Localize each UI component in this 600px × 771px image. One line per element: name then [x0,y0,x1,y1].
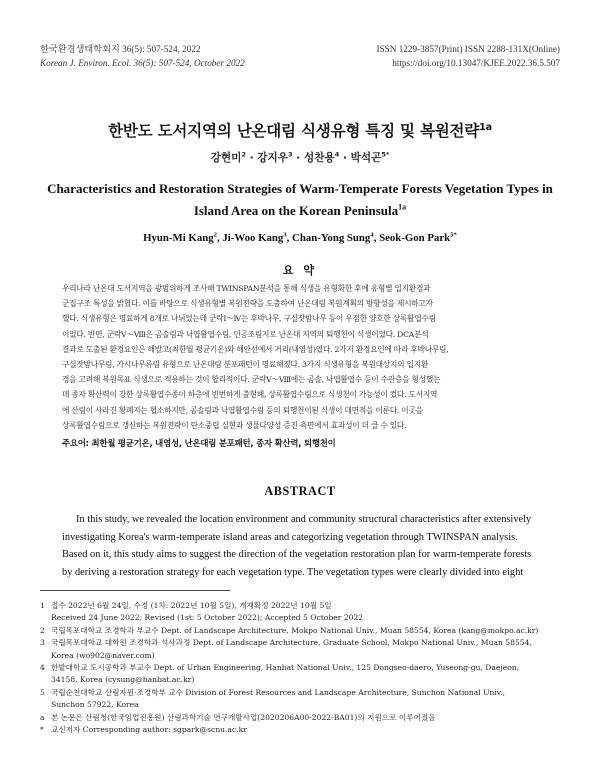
footnote-divider [40,590,230,591]
title-english-line1: Characteristics and Restoration Strategies of Warm-Temperate Forests Vegetation Types in [47,181,553,196]
author-en: Hyun-Mi Kang [143,232,214,244]
abstract-korean-line: 경을 고려해 복원목표 식생으로 적용하는 것이 합리적이다. 군락Ⅴ～Ⅷ에는 곰솔, 낙엽활엽수 등이 수관층을 형성했는 [62,375,441,385]
footnote-affiliation: 4 한밭대학교 도시공학과 부교수 Dept. of Urban Engineering, Hanbat National Univ., 125 Dongseo-daero, Yuseong-gu, Daejeon, 34158, Korea (cysung@hanbat.ac.kr) [40,663,520,685]
abstract-korean-line: 상록활엽수림으로 갱신하는 복원전략이 탄소중립 실현과 생물다양성 증진 측면에서 효과성이 더 클 수 있다. [62,420,407,430]
journal-name-ko: 한국환경생태학회지 36(5): 507-524, 2022 [40,44,201,54]
author-en: Seok-Gon Park [379,232,451,244]
author-ko: 박석곤 [350,152,382,164]
author-ko-mark: 3 [288,150,293,159]
journal-name-en: Korean J. Environ. Ecol. 36(5): 507-524, October 2022 [40,57,245,68]
author-ko: 강지우 [257,152,288,164]
journal-header-right [377,43,561,70]
footnotes [40,600,562,736]
author-en-mark: 3 [283,231,287,239]
abstract-korean-heading: 요 약 [282,264,318,277]
abstract-korean-line: 우리나라 난온대 도서지역을 광범위하게 조사해 TWINSPAN분석을 통해 식생을 유형화한 후에 유형별 입지환경과 [62,284,431,293]
author-en: Chan-Yong Sung [292,232,371,244]
abstract-english-body [62,511,540,581]
abstract-english-line: investigating Korea's warm-temperate island areas and categorizing vegetation through TWINSPAN analysis. [62,531,518,543]
footnote-corresponding: * 교신저자 Corresponding author: sgpark@scnu.ac.kr [40,725,247,735]
author-ko: 강현미 [210,152,242,164]
abstract-korean-line: 데 종자 확산력이 강한 상록활엽수종이 하층에 빈번하게 출현해, 상록활엽수림으로 식생천이 가능성이 컸다. 도서지역 [62,390,438,400]
author-en-mark: 5* [450,231,457,239]
abstract-korean-line: 군집구조 특성을 밝혔다. 이를 바탕으로 식생유형별 복원전략을 도출하여 난온대림 복원계획의 방향성을 제시하고자 [62,299,433,309]
author-ko-mark: 4 [334,150,340,159]
title-korean-mark: 1a [479,121,492,133]
abstract-korean-line: 결과로 도출된 환경요인은 해발고(최한월 평균기온)와 해안선에서 거리(내염성)였다. 2가지 환경요인에 따라 후박나무림, [62,344,449,354]
title-english-line2: Island Area on the Korean Peninsula$^{1a}$ [193,202,407,218]
title-english-mark: 1a [398,202,407,212]
doi-link[interactable]: https://doi.org/10.13047/KJEE.2022.36.5.507 [392,57,560,68]
author-ko: 성찬용 [303,152,335,164]
author-en: Ji-Woo Kang [222,232,284,244]
author-separator: · [245,152,258,164]
issn-line: ISSN 1229-3857(Print) ISSN 2288-131X(Online) [376,44,560,54]
abstract-korean-body [62,281,540,433]
title-korean-text: 한반도 도서지역의 난온대림 식생유형 특징 및 복원전략 [108,122,480,140]
footnote-affiliation: 3 국립목포대학교 대학원 조경학과 석사과정 Dept. of Landscape Architecture, Graduate School, Mokpo National Univ., Muan 58554, Korea (wo902@naver.com) [40,638,532,660]
author-en-mark: 2 [213,231,217,239]
footnote-received: 1 접수 2022년 6월 24일, 수정 (1차: 2022년 10월 5일), 게재확정 2022년 10월 5일 Received 24 June 2022; Revised (1st: 5 October 2022); Accepted 5 October 2022 [40,601,364,623]
authors-english [0,232,600,244]
abstract-korean-line: 구실잣밤나무림, 가시나무류림 유형으로 난온대림 분포패턴이 명료해졌다. 3가지 식생유형을 복원대상지의 입지환 [62,360,429,370]
footnote-funding: a 본 논문은 산림청(한국임업진흥원) 산림과학기술 연구개발사업(2020206A00-2022-BA01)의 지원으로 이루어졌음 [40,712,436,722]
author-separator: , [373,232,380,244]
author-separator: , [216,232,223,244]
abstract-english-line: Based on it, this study aims to suggest the direction of the vegetation restoration plan for warm-temperate forests [62,549,532,561]
footnote-affiliation: 2 국립목포대학교 조경학과 부교수 Dept. of Landscape Architecture, Mokpo National Univ., Muan 58554, Korea (kang@mokpo.ac.kr) [40,625,539,635]
journal-header-left [40,43,245,70]
abstract-korean-line: 에 산림이 사라진 황폐지는 협소하지만, 곰솔림과 낙엽활엽수림 등의 퇴행천이된 식생이 대면적을 이룬다. 이곳을 [62,405,423,415]
abstract-korean-line: 했다. 식생유형은 명료하게 8개로 나뉘었는데 군락Ⅰ～Ⅳ는 후박나무, 구실잣밤나무 등이 우점한 양호한 상록활엽수림 [62,314,436,324]
author-ko-mark: 2 [241,150,246,159]
abstract-english-line: In this study, we revealed the location environment and community structural characteristics after extensively [76,514,532,525]
abstract-korean-line: 이었다. 반면, 군락Ⅴ～Ⅷ은 곰솔림과 낙엽활엽수림, 인공조림지로 난온대 지역의 퇴행천이 식생이었다. DCA분석 [62,329,429,339]
author-separator: , [286,232,293,244]
author-separator: · [292,152,304,164]
footnote-affiliation: 5 국립순천대학교 산림자원·조경학부 교수 Division of Forest Resources and Landscape Architecture, Sunchon National Univ., Sunchon 57922, Korea [40,687,506,710]
author-separator: · [339,152,351,164]
keywords-korean: 주요어: 최한월 평균기온, 내염성, 난온대림 분포패턴, 종자 확산력, 퇴행천이 [62,438,336,448]
author-en-mark: 4 [370,231,374,239]
abstract-english-heading: ABSTRACT [264,484,336,498]
authors-korean [0,150,600,165]
title-korean [0,119,600,141]
abstract-english-line: by deriving a restoration strategy for each vegetation type. The vegetation types were clearly divided into eight [62,566,524,578]
title-english [40,178,560,222]
author-ko-mark: 5* [381,150,390,159]
